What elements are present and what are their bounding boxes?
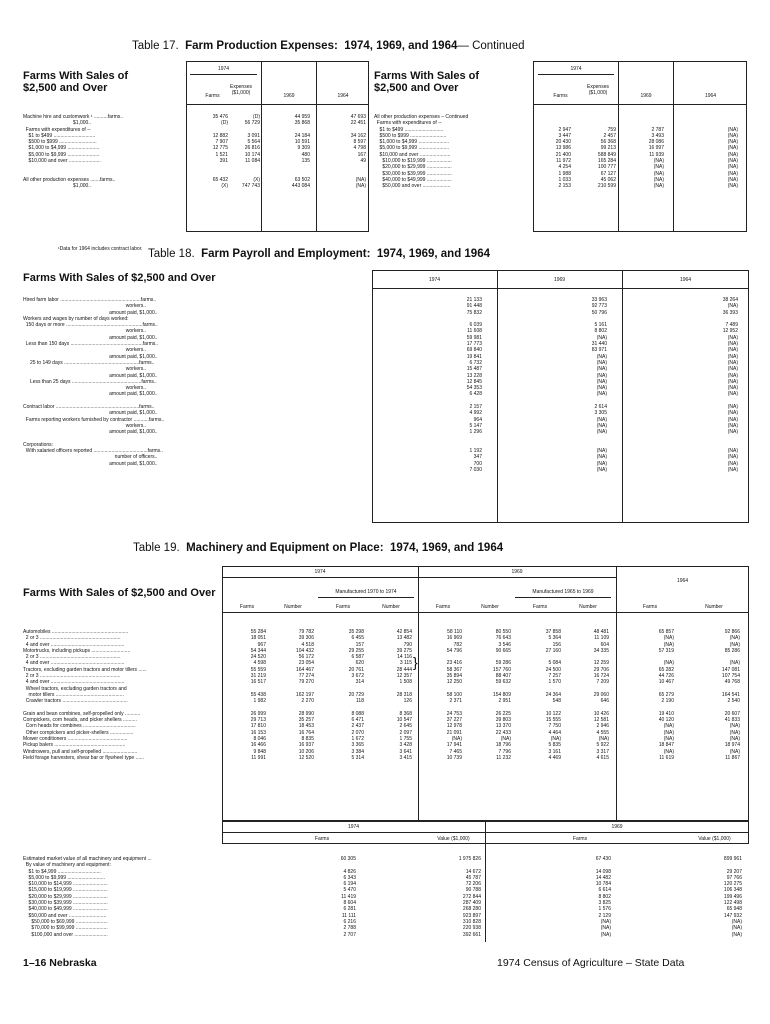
t18-title-main: Farm Payroll and Employment: [201, 248, 371, 260]
t19-h-farms-4: Farms [532, 604, 548, 610]
t17-footnote: ¹Data for 1964 includes contract labor. [58, 246, 143, 252]
t18-values-1969: 33 963 92 773 50 796 5 161 8 802 (NA) 31 440 83 971 (NA) (NA) (NA) (NA) (NA) (NA) (NA) 2 614 3 305 (NA) (NA) (NA) (NA) (NA) (NA) (NA) [591, 297, 607, 474]
t19-c10: 92 866 (NA) (NA) 85 286 (NA) 147 081 107 754 49 768 164 541 2 540 20 607 41 833 (NA) (NA) (NA) 18 974 (NA) 11 867 [721, 629, 740, 761]
t17r-col-expenses: Expenses ($1,000) [587, 84, 609, 96]
divider [222, 832, 749, 833]
t19-title-main: Machinery and Equipment on Place: [186, 542, 384, 554]
t18-col-1974: 1974 [428, 277, 441, 283]
footer-publication: 1974 Census of Agriculture – State Data [497, 957, 685, 969]
t18-title-years: 1974, 1969, and 1964 [376, 248, 490, 260]
t19-h-number-2: Number [382, 604, 400, 610]
divider [533, 104, 747, 105]
t17r-col-1974: 1974 [570, 66, 582, 72]
t17-left-1969: 44 959 35 868 24 184 10 591 9 309 480 135 63 502 443 084 [291, 114, 310, 190]
t19-e4: 899 961 29 207 97 766 120 275 106 348 199 496 122 498 65 948 147 932 (NA) (NA) (NA) [723, 856, 742, 938]
t18-col-1964: 1964 [679, 277, 692, 283]
t18-heading: Farms With Sales of $2,500 and Over [23, 272, 216, 284]
table19-title [133, 542, 503, 554]
divider [418, 566, 419, 821]
t19-sub-1974: 1974 [347, 824, 360, 830]
t19-h-farms-3: Farms [435, 604, 451, 610]
t17-left-1964: 47 693 22 451 34 162 8 597 4 798 167 49 (NA) (NA) [350, 114, 366, 190]
t18-values-1964: 38 264 (NA) 36 393 7 489 12 952 (NA) (NA) (NA) (NA) (NA) (NA) (NA) (NA) (NA) (NA) (NA) (NA) (NA) (NA) (NA) (NA) (NA) (NA) (NA) [722, 297, 738, 474]
t19-h-number-5: Number [705, 604, 723, 610]
t19-h-farms-1: Farms [239, 604, 255, 610]
t19-sub-farms-1974: Farms [314, 836, 330, 842]
t19-heading: Farms With Sales of $2,500 and Over [23, 587, 216, 599]
table17-title [132, 40, 525, 52]
t19-title-years: 1974, 1969, and 1964 [389, 542, 504, 554]
t19-labels: Automobiles ....................................................... 2 or 3 .......................................................... 4 and over ..................................................... Motortrucks, including pickups ............................ 2 or 3 .......................................................... 4 and over ..................................................... Tractors, excluding garden tractors and motor tillers ...... 2 or 3 .......................................................... 4 and over ..................................................... Wheel tractors, excluding garden tractors and motor tillers ................................................. Crawler tractors ............................................... Grain and bean combines, self-propelled only ........... Cornpickers, corn heads, and picker shellers .......... Corn heads for combines ...................................... Other cornpickers and picker-shellers ................. Mower conditioners ........................................... Pickup balers ................................................... Windrowers, pull and self-propelled ......................... Field forage harvesters, shear bar or flywheel type ...... [23, 629, 147, 761]
t17-col-1964: 1964 [337, 93, 349, 99]
t19-c8: 48 481 11 109 604 34 335 12 259 29 706 16 724 7 209 29 060 646 10 426 12 581 2 946 4 555 (NA) 5 922 3 317 4 615 [593, 629, 609, 761]
t19-c3: 35 298 6 455 157 29 255 6 587 620 20 761 3 672 314 20 729 118 8 088 6 471 2 437 2 070 1 672 3 365 3 384 5 314 [348, 629, 364, 761]
t17-right-farms: 2 947 3 447 20 430 13 986 21 400 11 972 4 254 1 988 1 033 2 153 [555, 126, 571, 190]
t17-left-expenses: (D) 56 729 3 091 5 564 26 816 10 174 11 084 (X) 747 743 [241, 114, 260, 190]
t19-e1: 60 305 4 826 6 343 6 194 5 470 11 419 8 604 6 281 11 111 6 216 2 788 2 707 [340, 856, 356, 938]
divider [616, 566, 617, 821]
t17-title-prefix: Table 17. [132, 40, 179, 52]
t19-sub-value-1974: Value ($1,000) [437, 836, 470, 842]
t19-col-1969: 1969 [511, 569, 523, 575]
t19-est-labels: Estimated market value of all machinery and equipment ... By value of machinery and equipment: $1 to $4,999 ............................... $5,000 to $9,999 ........................... $10,000 to $14,999 ......................... $15,000 to $19,999 ......................... $20,000 to $29,999 ......................... $30,000 to $39,999 ......................... $40,000 to $49,999 ......................... $50,000 and over ........................... $50,000 to $69,999 ....................... $70,000 to $99,999 ....................... $100,000 and over ........................ [23, 856, 152, 938]
t17r-col-farms: Farms [553, 93, 568, 99]
brace-mark: } [413, 654, 418, 670]
divider [515, 597, 611, 598]
t17-right-heading: Farms With Sales of $2,500 and Over [374, 70, 480, 94]
t17-left-heading: Farms With Sales of $2,500 and Over [23, 70, 129, 94]
t17-title-suffix: — Continued [457, 40, 525, 52]
divider [190, 74, 257, 75]
t17-left-farms: 35 476 (D) 12 882 7 907 12 775 1 521 391 65 432 (X) [212, 114, 228, 190]
divider [618, 61, 619, 232]
t19-sub-1969: 1969 [611, 824, 623, 830]
t19-manuf-1969: Manufactured 1965 to 1969 [532, 589, 594, 595]
t19-c4: 42 854 13 482 790 39 275 14 116 3 115 28 444 12 357 1 508 28 318 126 8 368 10 547 2 645 2 097 1 755 3 428 3 641 3 415 [396, 629, 412, 761]
divider [372, 288, 749, 289]
t17-col-farms: Farms [205, 93, 220, 99]
t17-col-1974: 1974 [217, 66, 230, 72]
t17-col-1969: 1969 [283, 93, 295, 99]
t19-c7: 37 858 5 364 156 27 160 5 084 24 500 7 257 1 570 24 364 548 10 122 15 555 7 750 4 464 (NA) 5 835 3 161 4 469 [545, 629, 561, 761]
t19-c1: 55 284 18 051 967 54 344 24 520 4 598 55 559 31 219 16 517 55 438 1 982 26 999 29 713 17 810 16 153 8 046 16 466 9 848 11 991 [250, 629, 266, 761]
t19-h-number-4: Number [579, 604, 597, 610]
t17-title-main: Farm Production Expenses: [185, 40, 338, 52]
t17r-col-1969: 1969 [640, 93, 652, 99]
t17-col-expenses: Expenses ($1,000) [230, 84, 252, 96]
divider [622, 270, 623, 523]
t19-e2: 1 975 826 14 672 45 787 72 206 90 788 272 844 287 409 268 280 923 897 310 828 220 938 392 661 [458, 856, 481, 938]
t19-col-1964: 1964 [676, 578, 689, 584]
t19-h-farms-2: Farms [335, 604, 351, 610]
t17-left-labels: Machine hire and customwork ¹ ..........farms.. $1,000.. Farms with expenditures of -- $1 to $499 .............................. $500 to $999 ........................... $1,000 to $4,999 ....................... $5,000 to $9,999 ....................... $10,000 and over ....................... All other production expenses .......farms.. $1,000.. [23, 114, 124, 190]
t18-title-prefix: Table 18. [148, 248, 195, 260]
t19-sub-value-1969: Value ($1,000) [698, 836, 731, 842]
divider [261, 61, 262, 232]
t19-c6: 80 550 76 643 3 546 90 665 59 286 157 760 88 407 59 632 154 809 2 951 26 225 39 803 13 370 22 433 (NA) 18 796 7 796 11 232 [492, 629, 511, 761]
t17-title-years: 1974, 1969, and 1964 [344, 40, 458, 52]
t19-h-number-3: Number [481, 604, 499, 610]
divider [497, 270, 498, 523]
t18-values-1974: 21 133 91 448 75 832 6 039 11 608 59 981 17 773 69 840 19 841 6 732 15 487 13 228 12 845 54 353 6 428 2 157 4 992 964 5 147 1 296 1 192 347 700 7 030 [466, 297, 482, 474]
t17r-col-1964: 1964 [704, 93, 717, 99]
divider [673, 61, 674, 232]
t18-col-1969: 1969 [553, 277, 566, 283]
divider [316, 61, 317, 232]
t19-title-prefix: Table 19. [133, 542, 180, 554]
divider [318, 597, 414, 598]
divider [186, 104, 369, 105]
t19-c2: 79 782 39 306 4 518 104 432 56 172 23 054 164 467 77 274 79 270 162 197 2 270 28 990 35 257 18 453 16 764 8 835 16 937 10 206 12 520 [295, 629, 314, 761]
footer-page-label: 1–16 Nebraska [23, 957, 97, 969]
t19-h-number-1: Number [284, 604, 302, 610]
t19-manuf-1974: Manufactured 1970 to 1974 [335, 589, 397, 595]
t19-sub-farms-1969: Farms [572, 836, 588, 842]
t19-c9: 65 857 (NA) (NA) 57 319 (NA) 65 282 44 726 10 467 65 279 2 190 19 410 40 120 (NA) (NA) (NA) 18 847 (NA) 11 619 [658, 629, 674, 761]
table18-title [148, 248, 490, 260]
t17-right-labels: All other production expenses – Continued Farms with expenditures of -- $1 to $499 ............................ $500 to $999 .......................... $1,000 to $4,999 ...................... $5,000 to $9,999 ...................... $10,000 and over ...................... $10,000 to $19,999 .................. $20,000 to $29,999 .................. $30,000 to $39,999 .................. $40,000 to $49,999 .................. $50,000 and over .................... [374, 114, 469, 190]
t17-right-expenses: 759 2 457 56 368 99 213 588 849 165 284 100 777 67 127 45 062 210 599 [597, 126, 616, 190]
t19-col-1974: 1974 [314, 569, 326, 575]
t17-right-1969: 2 787 3 493 28 086 16 997 11 939 (NA) (NA) (NA) (NA) (NA) [648, 126, 664, 190]
divider [538, 74, 614, 75]
divider [222, 577, 616, 578]
t18-labels: Hired farm labor ..........................................................farms.. workers.. amount paid, $1,000.. Workers and wages by number of days worked: 150 days or more .......................................................farms.. workers.. amount paid, $1,000.. Less than 150 days ....................................................farms.. workers.. amount paid, $1,000.. 25 to 149 days ......................................................farms.. workers.. amount paid, $1,000.. Less than 25 days ..................................................farms.. workers.. amount paid, $1,000.. Contract labor ............................................................farms.. amount paid, $1,000.. Farms reporting workers furnished by contractor ...........farms.. workers.. amount paid, $1,000.. Corporations: With salaried officers reported .......................................farms.. number of officers.. amount paid, $1,000.. [23, 297, 165, 467]
t17-right-1964: (NA) (NA) (NA) (NA) (NA) (NA) (NA) (NA) (NA) (NA) [727, 126, 738, 190]
t19-c5: 58 110 16 969 782 54 796 23 416 58 367 35 894 12 250 58 100 2 371 24 753 37 227 12 978 21 091 (NA) 17 941 7 465 10 739 [446, 629, 462, 761]
t19-h-farms-5: Farms [642, 604, 658, 610]
divider [222, 612, 749, 613]
t19-e3: 67 430 14 098 14 482 10 784 6 614 8 802 3 825 1 576 2 129 (NA) (NA) (NA) [595, 856, 611, 938]
